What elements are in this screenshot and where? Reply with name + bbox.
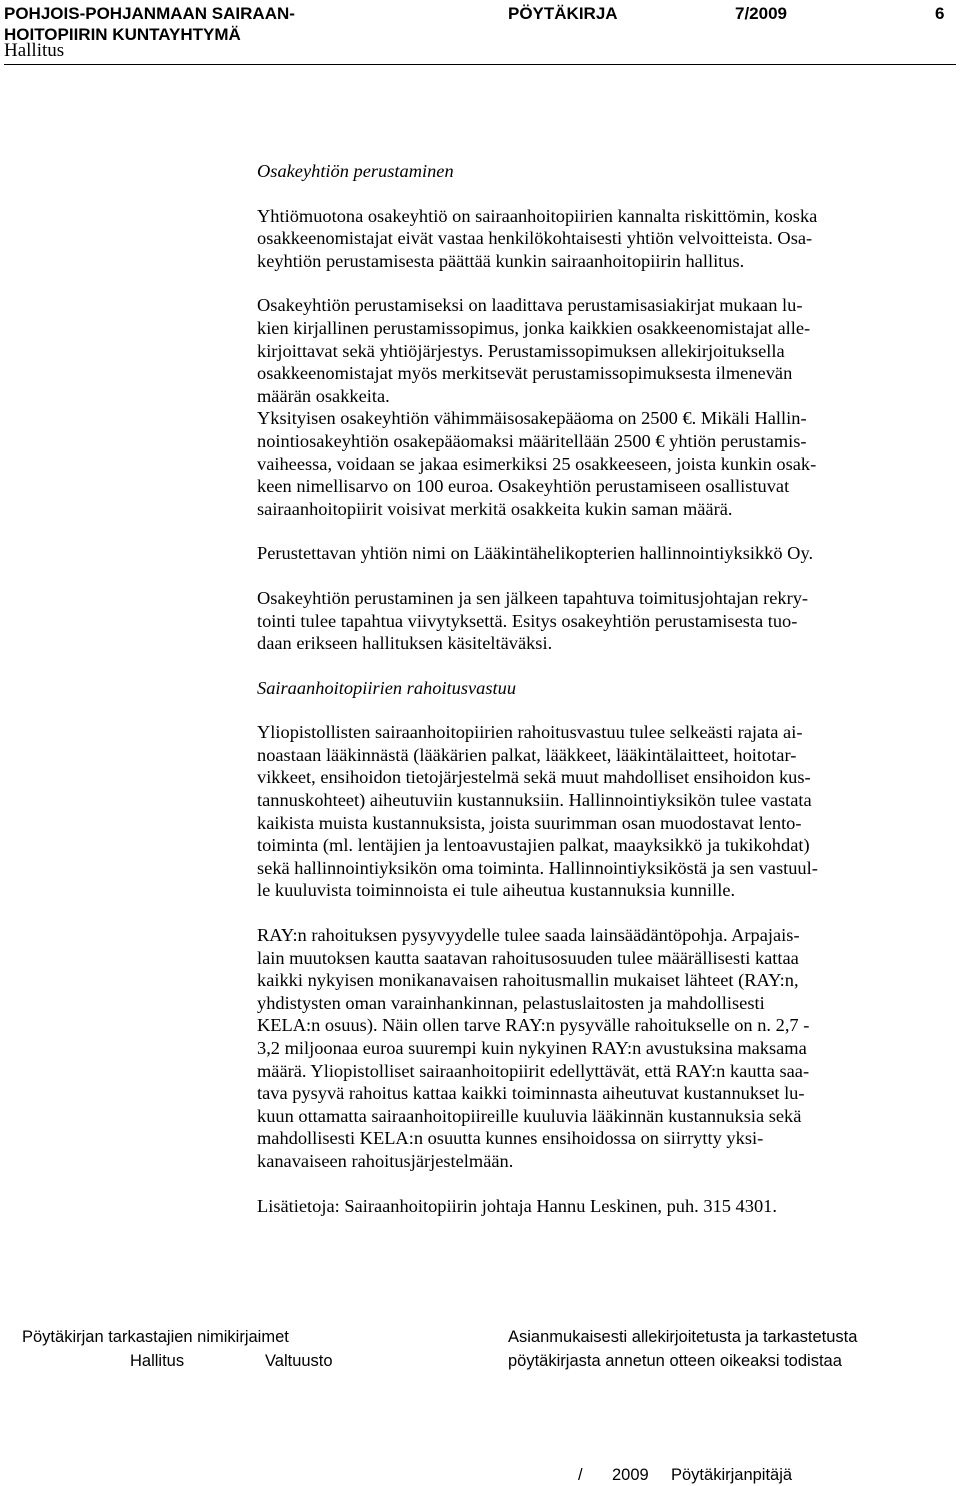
minutes-keeper-label: Pöytäkirjanpitäjä (671, 1466, 793, 1484)
text-line: vaiheessa, voidaan se jakaa esimerkiksi 25 osakkeeseen, joista kunkin osak- (257, 453, 817, 474)
document-type: PÖYTÄKIRJA (508, 4, 618, 23)
text-line: le kuuluvista toiminnoista ei tule aiheutua kustannuksia kunnille. (257, 880, 736, 901)
text-line: 3,2 miljoonaa euroa suurempi kuin nykyinen RAY:n avustuksina maksama (257, 1038, 807, 1058)
text-line: noastaan lääkinnästä (lääkärien palkat, lääkkeet, lääkintälaitteet, hoitotar- (257, 744, 797, 765)
text-line: kirjoittavat sekä yhtiöjärjestys. Perustamissopimuksen allekirjoituksella (257, 340, 785, 361)
text-line: vikkeet, ensihoidon tietojärjestelmä sekä muut mahdolliset ensihoidon kus- (257, 767, 811, 788)
paragraph (257, 294, 947, 520)
section-title: Hallitus (4, 40, 65, 61)
header-divider (4, 64, 956, 65)
text-line: Yksityisen osakeyhtiön vähimmäisosakepääoma on 2500 €. Mikäli Hallin- (257, 408, 807, 429)
text-line: nointiosakeyhtiön osakepääomaksi määritellään 2500 € yhtiön perustamis- (257, 430, 807, 451)
text-line: keen nimellisarvo on 100 euroa. Osakeyhtiön perustamiseen osallistuvat (257, 476, 790, 497)
text-line: tointi tulee tapahtua viivytyksettä. Esitys osakeyhtiön perustamisesta tuo- (257, 610, 798, 631)
signature-hallitus: Hallitus (130, 1352, 185, 1370)
text-line: KELA:n osuus). Näin ollen tarve RAY:n pysyvälle rahoitukselle on n. 2,7 - (257, 1015, 810, 1036)
paragraph (257, 587, 947, 655)
text-line: sekä hallinnointiyksikön oma toiminta. Hallinnointiyksiköstä ja sen vastuul- (257, 857, 818, 878)
text-line: kien kirjallinen perustamissopimus, jonka kaikkien osakkeenomistajat alle- (257, 317, 811, 338)
text-line: kaikista muista kustannuksista, joista suurimman osan muodostavat lento- (257, 812, 802, 833)
date-separator: / (578, 1466, 583, 1484)
text-line: kanavaiseen rahoitusjärjestelmään. (257, 1150, 514, 1171)
text-line: Yliopistollisten sairaanhoitopiirien rahoitusvastuu tulee selkeästi rajata ai- (257, 722, 803, 743)
paragraph (257, 1195, 947, 1218)
text-line: RAY:n rahoituksen pysyvyydelle tulee saada lainsäädäntöpohja. Arpajais- (257, 925, 800, 946)
paragraph (257, 924, 947, 1173)
text-line: määrän osakkeita. (257, 385, 390, 406)
text-line: toiminta (ml. lentäjien ja lentoavustajien palkat, maayksikkö ja tukikohdat) (257, 835, 810, 856)
text-line: määrä. Yliopistolliset sairaanhoitopiirit edellyttävät, että RAY:n kautta saa- (257, 1060, 810, 1081)
text-line: osakkeenomistajat eivät vastaa henkilökohtaisesti yhtiön velvoitteista. Osa- (257, 228, 813, 249)
organization-name (4, 3, 384, 45)
text-line: kaikki nykyisen monikanavaisen rahoitusmallin mukaiset lähteet (RAY:n, (257, 970, 799, 991)
organization-line: POHJOIS-POHJANMAAN SAIRAAN- (4, 4, 295, 23)
signature-label: Pöytäkirjan tarkastajien nimikirjaimet (22, 1328, 289, 1346)
text-line: Osakeyhtiön perustamiseksi on laadittava perustamisasiakirjat mukaan lu- (257, 295, 803, 316)
document-number: 7/2009 (735, 4, 787, 23)
heading-financing-responsibility: Sairaanhoitopiirien rahoitusvastuu (257, 677, 517, 698)
text-line: Perustettavan yhtiön nimi on Lääkintähelikopterien hallinnointiyksikkö Oy. (257, 543, 814, 564)
paragraph (257, 205, 947, 273)
certification-text: Asianmukaisesti allekirjoitetusta ja tarkastetusta (508, 1328, 858, 1346)
paragraph (257, 721, 947, 902)
text-line: keyhtiön perustamisesta päättää kunkin sairaanhoitopiirin hallitus. (257, 250, 745, 271)
text-line: sairaanhoitopiirit voisivat merkitä osakkeita kukin saman määrä. (257, 498, 733, 519)
text-line: Osakeyhtiön perustaminen ja sen jälkeen tapahtuva toimitusjohtajan rekry- (257, 587, 809, 608)
heading-company-founding: Osakeyhtiön perustaminen (257, 161, 454, 181)
text-line: mahdollisesti KELA:n osuutta kunnes ensihoidossa on siirrytty yksi- (257, 1128, 764, 1149)
certification-text: pöytäkirjasta annetun otteen oikeaksi todistaa (508, 1352, 842, 1370)
text-line: kuun ottamatta sairaanhoitopiireille kuuluvia lääkinnän kustannuksia sekä (257, 1105, 802, 1126)
signature-valtuusto: Valtuusto (265, 1352, 333, 1370)
page-number: 6 (935, 4, 945, 23)
document-body (257, 160, 947, 1217)
organization-line: HOITOPIIRIN KUNTAYHTYMÄ (4, 25, 241, 44)
text-line: daan erikseen hallituksen käsiteltäväksi. (257, 633, 553, 654)
text-line: yhdistysten oman varainhankinnan, pelastuslaitosten ja mahdollisesti (257, 992, 765, 1013)
text-line: tannuskohteet) aiheutuviin kustannuksiin. Hallinnointiyksikön tulee vastata (257, 790, 812, 811)
footer-year: 2009 (612, 1466, 649, 1484)
text-line: Yhtiömuotona osakeyhtiö on sairaanhoitopiirien kannalta riskittömin, koska (257, 205, 818, 226)
text-line: Lisätietoja: Sairaanhoitopiirin johtaja Hannu Leskinen, puh. 315 4301. (257, 1195, 777, 1216)
paragraph (257, 542, 947, 565)
text-line: osakkeenomistajat myös merkitsevät perustamissopimuksesta ilmenevän (257, 363, 793, 384)
text-line: lain muutoksen kautta saatavan rahoitusosuuden tulee määrällisesti kattaa (257, 947, 799, 968)
text-line: tava pysyvä rahoitus kattaa kaikki toiminnasta aiheutuvat kustannukset lu- (257, 1083, 805, 1104)
